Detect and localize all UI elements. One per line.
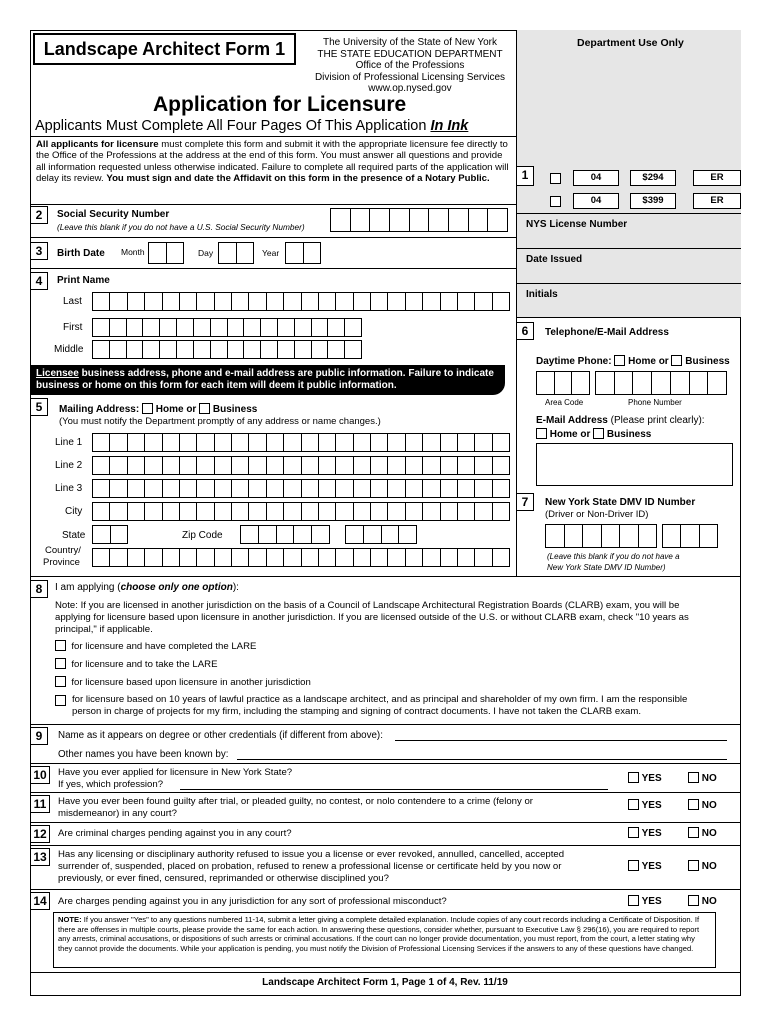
section-2-number: 2 bbox=[30, 206, 48, 224]
phone-home-checkbox[interactable] bbox=[614, 355, 625, 366]
question-14-text: Are charges pending against you in any jurisdiction for any sort of professional misconduct? bbox=[58, 896, 447, 907]
phone-business-label: Business bbox=[685, 356, 730, 367]
note-text: If you answer "Yes" to any questions numbered 11-14, submit a letter giving a complete detailed explanation. Include copies of any court records including a Certificate of Disposition. If there are offenses in multiple courts, please provide the same for each action. In answering these questions, consider whether, pursuant to Executive Law § 296(16), you are required to report any arrests, criminal accusations, or dispositions of such arrests or criminal accusations. If the court can no longer provide documentation, you must report, from the court, a letter stating why they cannot provide the documents. While your application is pending, you must notify the Division of Professional Licensing Services if the answers to any of these questions have changed. bbox=[58, 915, 700, 953]
section-9-number: 9 bbox=[30, 727, 48, 745]
fee-1-checkbox[interactable] bbox=[550, 173, 561, 184]
dmv-id-input-2[interactable] bbox=[662, 524, 718, 548]
q12-yes-label: YES bbox=[641, 828, 662, 839]
section-7-number: 7 bbox=[516, 493, 534, 511]
initials-label: Initials bbox=[526, 289, 558, 300]
section-6-number: 6 bbox=[516, 322, 534, 340]
q13-no-checkbox[interactable] bbox=[688, 860, 699, 871]
other-names-line[interactable] bbox=[237, 759, 727, 760]
country-label: Country/ bbox=[45, 545, 81, 556]
dmv-note-2: New York State DMV ID Number) bbox=[547, 563, 666, 572]
website: www.op.nysed.gov bbox=[368, 83, 452, 94]
first-name-input[interactable] bbox=[92, 318, 362, 337]
q11-yes bbox=[628, 799, 662, 811]
q14-no-checkbox[interactable] bbox=[688, 895, 699, 906]
applying-option-1[interactable] bbox=[55, 640, 256, 652]
subtitle-text: Applicants Must Complete All Four Pages Of This Application bbox=[35, 118, 427, 134]
question-12-text: Are criminal charges pending against you in any court? bbox=[58, 828, 292, 839]
state-label: State bbox=[62, 530, 86, 541]
intro-bold-end: You must sign and date the Affidavit on this form in the presence of a Notary Public. bbox=[106, 172, 490, 184]
department-use-title: Department Use Only bbox=[577, 37, 684, 49]
birth-year-input[interactable] bbox=[285, 242, 321, 264]
fee-2-amount: $399 bbox=[630, 193, 676, 209]
q10-yes-label: YES bbox=[641, 773, 662, 784]
question-13-number: 13 bbox=[30, 848, 50, 866]
nys-license-number-label: NYS License Number bbox=[526, 219, 628, 230]
q11-no-label: NO bbox=[701, 800, 717, 811]
applying-lead-emphasis: choose only one option bbox=[120, 582, 233, 593]
last-name-label: Last bbox=[63, 296, 82, 307]
page-footer: Landscape Architect Form 1, Page 1 of 4, Rev. 11/19 bbox=[262, 977, 508, 988]
dmv-id-label: New York State DMV ID Number bbox=[545, 497, 696, 508]
email-note: (Please print clearly): bbox=[610, 415, 705, 426]
question-10-number: 10 bbox=[30, 766, 50, 784]
q13-yes-label: YES bbox=[641, 861, 662, 872]
q14-yes bbox=[628, 895, 662, 907]
section-8-number: 8 bbox=[30, 580, 48, 598]
option-3-label: for licensure based upon licensure in another jurisdiction bbox=[71, 677, 311, 688]
applying-lead: I am applying ( bbox=[55, 582, 121, 593]
state-input[interactable] bbox=[92, 525, 128, 544]
zip-code-input[interactable] bbox=[240, 525, 330, 544]
question-11-text-2: misdemeanor) in any court? bbox=[58, 808, 177, 819]
q11-no-checkbox[interactable] bbox=[688, 799, 699, 810]
division-name: Division of Professional Licensing Services bbox=[314, 71, 506, 83]
option-2-checkbox[interactable] bbox=[55, 658, 66, 669]
q12-no-checkbox[interactable] bbox=[688, 827, 699, 838]
q13-yes-checkbox[interactable] bbox=[628, 860, 639, 871]
applying-option-4[interactable] bbox=[55, 694, 715, 718]
question-11-number: 11 bbox=[30, 795, 50, 813]
q10-no-label: NO bbox=[701, 773, 717, 784]
fee-2-checkbox[interactable] bbox=[550, 196, 561, 207]
intro-bold-start: All applicants for licensure bbox=[36, 139, 159, 150]
q10-no bbox=[688, 772, 717, 784]
dmv-note-1: (Leave this blank if you do not have a bbox=[547, 552, 680, 561]
q11-yes-checkbox[interactable] bbox=[628, 799, 639, 810]
line-3-label: Line 3 bbox=[55, 483, 83, 494]
applying-note: Note: If you are licensed in another jurisdiction on the basis of a Council of Landscape Architectural Registration Boards (CLARB) exam, you will be applying for licensure based upon licensure in another jurisdiction. If you are licensed outside of the U.S. or without CLARB exam, check "10 years as principal," if applicable. bbox=[55, 600, 689, 635]
q14-no-label: NO bbox=[701, 896, 717, 907]
application-subtitle bbox=[35, 118, 468, 134]
subtitle-in-ink: In Ink bbox=[430, 118, 469, 134]
q12-no-label: NO bbox=[701, 828, 717, 839]
phone-home-label: Home or bbox=[628, 356, 669, 367]
fee-1-code: 04 bbox=[573, 170, 619, 186]
question-11-text: Have you ever been found guilty after trial, or pleaded guilty, no contest, or nolo contendere to a crime (felony or bbox=[58, 796, 533, 807]
mailing-home-label: Home or bbox=[155, 404, 197, 415]
degree-name-line[interactable] bbox=[395, 740, 727, 741]
country-province-input[interactable] bbox=[92, 548, 510, 567]
applying-option-3[interactable] bbox=[55, 676, 311, 688]
q11-yes-label: YES bbox=[641, 800, 662, 811]
phone-business-checkbox[interactable] bbox=[671, 355, 682, 366]
section-5-number: 5 bbox=[30, 398, 48, 416]
q13-no bbox=[688, 860, 717, 872]
daytime-phone-text: Daytime Phone: bbox=[536, 356, 612, 367]
note-label: NOTE: bbox=[58, 915, 82, 924]
notice-licensee: Licensee bbox=[36, 368, 79, 379]
middle-name-input[interactable] bbox=[92, 340, 362, 359]
fee-2-type: ER bbox=[693, 193, 741, 209]
q12-yes bbox=[628, 827, 662, 839]
q10-yes bbox=[628, 772, 662, 784]
fee-1-amount: $294 bbox=[630, 170, 676, 186]
mailing-address-label bbox=[59, 403, 257, 415]
daytime-phone-label bbox=[536, 355, 730, 367]
department-name: THE STATE EDUCATION DEPARTMENT bbox=[317, 48, 503, 60]
email-business-label: Business bbox=[606, 429, 652, 440]
q12-no bbox=[688, 827, 717, 839]
section-4-number: 4 bbox=[30, 272, 48, 290]
ssn-input[interactable] bbox=[330, 208, 508, 232]
email-business-checkbox[interactable] bbox=[593, 428, 604, 439]
intro-text bbox=[36, 139, 514, 184]
public-information-notice bbox=[31, 365, 505, 395]
applying-label bbox=[55, 582, 239, 593]
form-title-box: Landscape Architect Form 1 bbox=[33, 33, 296, 65]
email-type-options bbox=[536, 428, 651, 440]
question-13-text: Has any licensing or disciplinary authority refused to issue you a license or ever revoked, annulled, cancelled, accepted bbox=[58, 849, 565, 860]
last-name-input[interactable] bbox=[92, 292, 510, 311]
birth-date-label: Birth Date bbox=[57, 248, 105, 259]
q13-no-label: NO bbox=[701, 861, 717, 872]
birth-year-label: Year bbox=[262, 248, 280, 258]
ssn-label: Social Security Number bbox=[57, 209, 170, 220]
q12-yes-checkbox[interactable] bbox=[628, 827, 639, 838]
email-label-text: E-Mail Address bbox=[536, 415, 608, 426]
mailing-home-checkbox[interactable] bbox=[142, 403, 153, 414]
option-1-label: for licensure and have completed the LARE bbox=[71, 641, 257, 652]
line-2-label: Line 2 bbox=[55, 460, 83, 471]
city-label: City bbox=[65, 506, 83, 517]
dmv-id-input[interactable] bbox=[545, 524, 657, 548]
mailing-note: (You must notify the Department promptly of any address or name changes.) bbox=[59, 416, 381, 427]
date-issued-label: Date Issued bbox=[526, 254, 583, 265]
option-3-checkbox[interactable] bbox=[55, 676, 66, 687]
phone-number-label: Phone Number bbox=[628, 398, 682, 407]
fee-2-code: 04 bbox=[573, 193, 619, 209]
first-name-label: First bbox=[63, 322, 83, 333]
option-1-checkbox[interactable] bbox=[55, 640, 66, 651]
zip-code-label: Zip Code bbox=[182, 530, 223, 541]
notice-text: business address, phone and e-mail address are public information. Failure to indicate business or home on this form for each item will deem it public information. bbox=[36, 368, 494, 391]
dmv-id-sub: (Driver or Non-Driver ID) bbox=[545, 509, 649, 520]
question-13-text-2: surrender of, suspended, placed on probation, refused to renew a professional license or certificate held by you now or bbox=[58, 861, 562, 872]
city-input[interactable] bbox=[92, 502, 510, 521]
address-line-3-input[interactable] bbox=[92, 479, 510, 498]
q14-yes-checkbox[interactable] bbox=[628, 895, 639, 906]
option-4-label: for licensure based on 10 years of lawful practice as a landscape architect, and as principal and shareholder of my own firm. I am the responsible person in charge of projects for my firm, including the stamping and signing of contract documents. I have not taken the CLARB exam. bbox=[72, 694, 688, 717]
phone-area-code-input[interactable] bbox=[536, 371, 590, 395]
degree-name-label: Name as it appears on degree or other credentials (if different from above): bbox=[58, 730, 383, 741]
applying-lead-end: ): bbox=[232, 582, 239, 593]
phone-number-input[interactable] bbox=[595, 371, 727, 395]
note-box bbox=[53, 912, 716, 968]
question-12-number: 12 bbox=[30, 825, 50, 843]
province-label: Province bbox=[43, 557, 80, 568]
intro-body: must complete this form and submit it with the appropriate licensure fee directly to the Office of the Professions at the address at the end of this form. You must answer all questions and provide all information requested unless otherwise indicated. Failure to complete all required parts of the application will delay its review. bbox=[36, 139, 509, 184]
email-address-label bbox=[536, 415, 705, 426]
telephone-email-label: Telephone/E-Mail Address bbox=[545, 327, 669, 338]
profession-line[interactable] bbox=[180, 789, 608, 790]
university-name: The University of the State of New York bbox=[323, 37, 497, 48]
question-10-text: Have you ever applied for licensure in New York State? bbox=[58, 767, 293, 778]
q14-yes-label: YES bbox=[641, 896, 662, 907]
mailing-business-checkbox[interactable] bbox=[199, 403, 210, 414]
mailing-label-text: Mailing Address: bbox=[59, 404, 140, 415]
section-1-number: 1 bbox=[516, 166, 534, 186]
applying-option-2[interactable] bbox=[55, 658, 217, 670]
office-name: Office of the Professions bbox=[355, 60, 465, 71]
other-names-label: Other names you have been known by: bbox=[58, 749, 229, 760]
print-name-label: Print Name bbox=[57, 275, 110, 286]
line-1-label: Line 1 bbox=[55, 437, 83, 448]
area-code-label: Area Code bbox=[545, 398, 584, 407]
q14-no bbox=[688, 895, 717, 907]
question-14-number: 14 bbox=[30, 892, 50, 910]
address-line-2-input[interactable] bbox=[92, 456, 510, 475]
address-line-1-input[interactable] bbox=[92, 433, 510, 452]
option-4-checkbox[interactable] bbox=[55, 695, 66, 706]
zip-extension-input[interactable] bbox=[345, 525, 417, 544]
q13-yes bbox=[628, 860, 662, 872]
application-title: Application for Licensure bbox=[153, 93, 407, 116]
question-10-text-2: If yes, which profession? bbox=[58, 779, 164, 790]
section-3-number: 3 bbox=[30, 242, 48, 260]
agency-block bbox=[300, 37, 520, 95]
email-input[interactable] bbox=[536, 443, 733, 486]
q11-no bbox=[688, 799, 717, 811]
fee-1-type: ER bbox=[693, 170, 741, 186]
birth-day-input[interactable] bbox=[218, 242, 254, 264]
middle-name-label: Middle bbox=[54, 344, 84, 355]
email-home-checkbox[interactable] bbox=[536, 428, 547, 439]
birth-month-label: Month bbox=[121, 247, 145, 257]
q10-yes-checkbox[interactable] bbox=[628, 772, 639, 783]
option-2-label: for licensure and to take the LARE bbox=[71, 659, 218, 670]
email-home-label: Home or bbox=[549, 429, 591, 440]
q10-no-checkbox[interactable] bbox=[688, 772, 699, 783]
mailing-business-label: Business bbox=[212, 404, 258, 415]
birth-month-input[interactable] bbox=[148, 242, 184, 264]
ssn-note: (Leave this blank if you do not have a U.S. Social Security Number) bbox=[57, 222, 305, 232]
birth-day-label: Day bbox=[198, 248, 214, 258]
question-13-text-3: previously, or ever fined, censured, reprimanded or otherwise disciplined you? bbox=[58, 873, 389, 884]
